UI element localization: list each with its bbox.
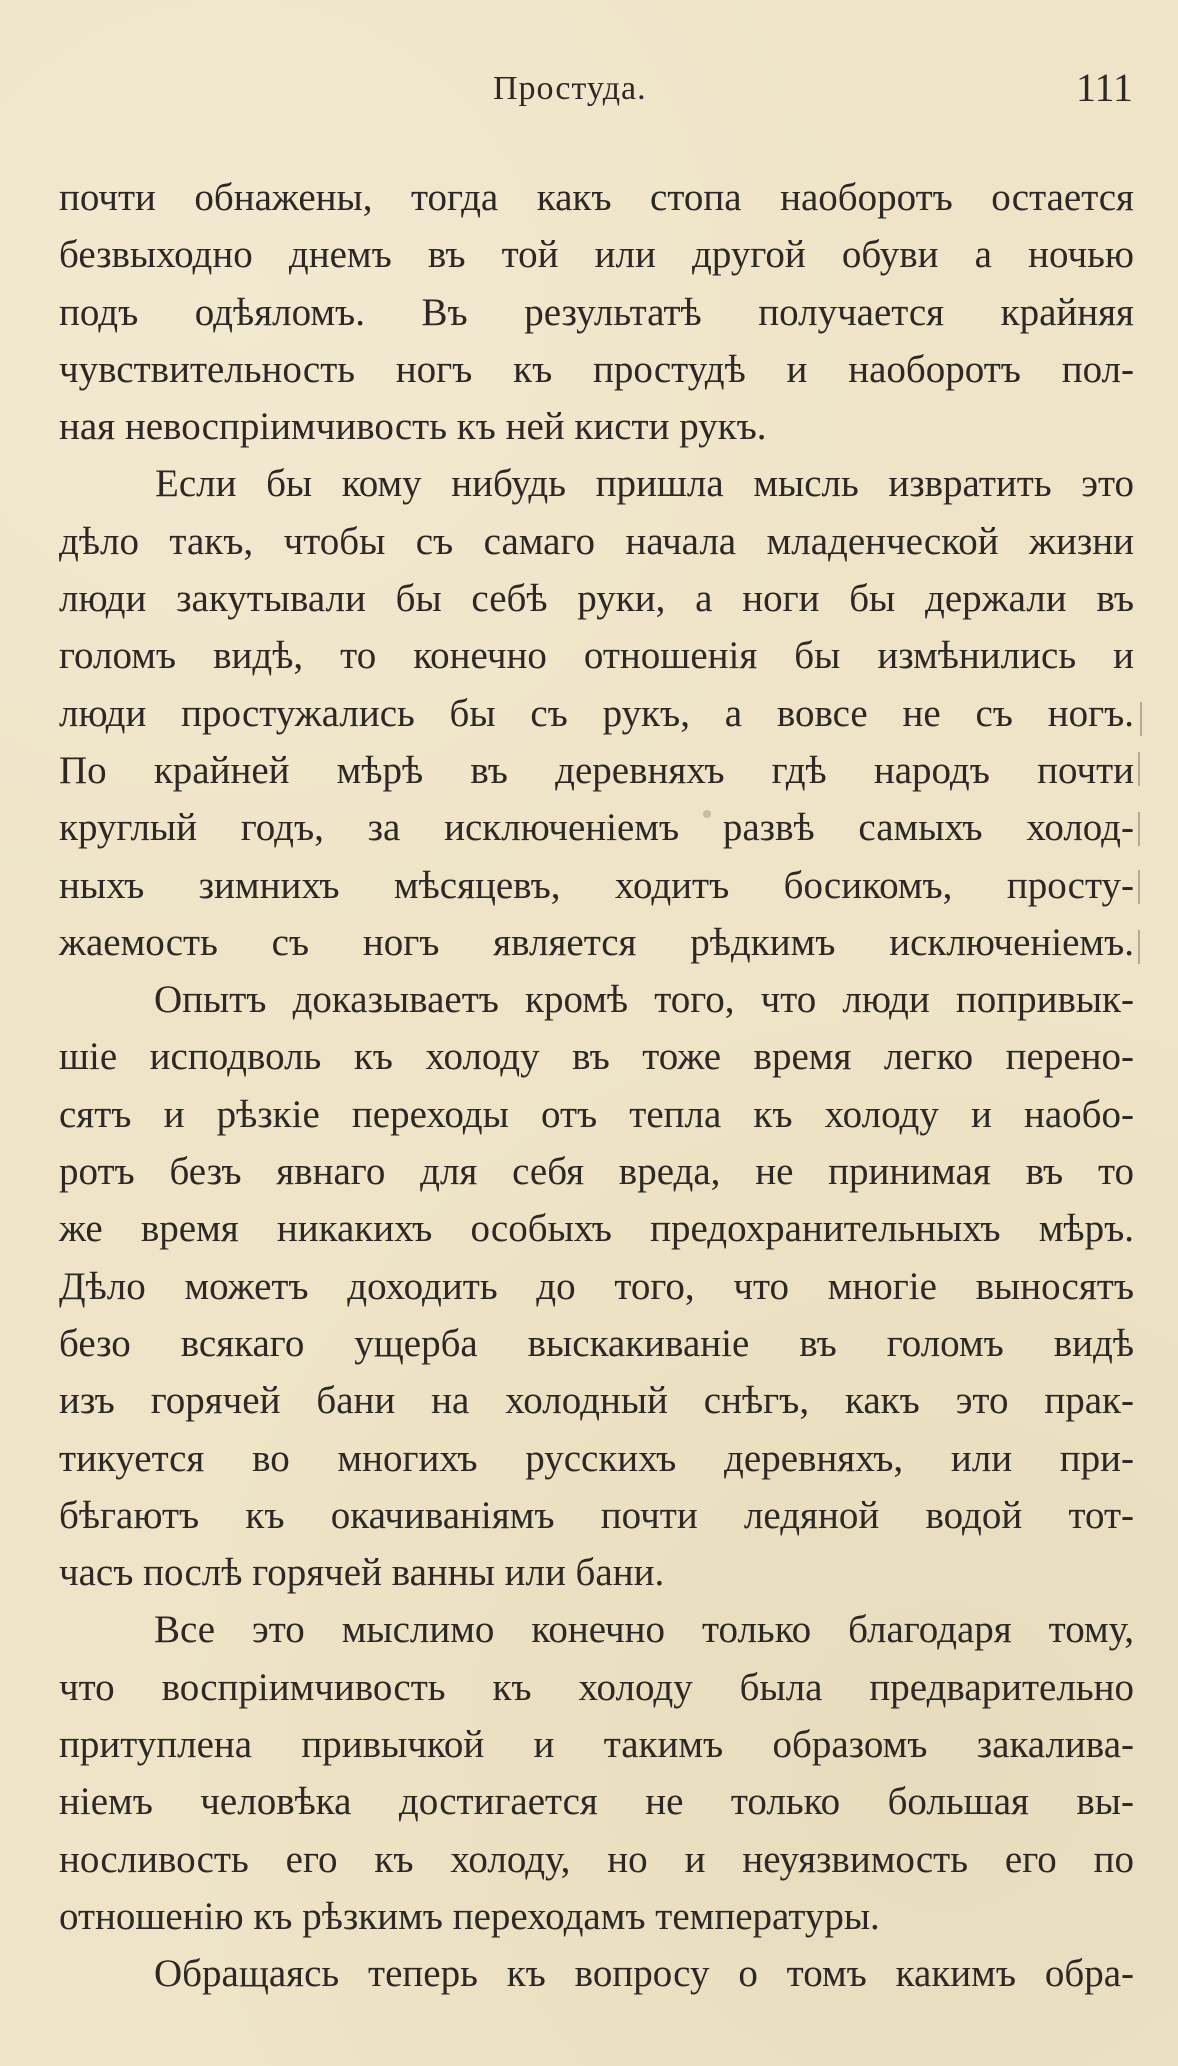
text-line: что воспріимчивость къ холоду была предварительно [59, 1665, 1134, 1709]
text-line: круглый годъ, за исключеніемъ развѣ самыхъ холод- [59, 806, 1134, 850]
text-line: же время никакихъ особыхъ предохранительныхъ мѣръ. [59, 1207, 1134, 1251]
text-line: сятъ и рѣзкіе переходы отъ тепла къ холоду и наобо- [59, 1092, 1134, 1136]
text-line: шіе исподволь къ холоду въ тоже время легко перено- [59, 1035, 1134, 1079]
text-line: голомъ видѣ, то конечно отношенія бы измѣнились и [59, 634, 1134, 678]
text-line: Дѣло можетъ доходить до того, что многіе выносятъ [59, 1264, 1134, 1308]
text-line: Если бы кому нибудь пришла мысль извратить это [155, 462, 1134, 506]
text-line: тикуется во многихъ русскихъ деревняхъ, или при- [59, 1436, 1134, 1480]
text-line: изъ горячей бани на холодный снѣгъ, какъ это прак- [59, 1379, 1134, 1423]
page-header [493, 64, 1133, 124]
page-edge-mark [1138, 930, 1140, 964]
text-line: притуплена привычкой и такимъ образомъ закалива- [59, 1723, 1134, 1767]
text-line: носливость его къ холоду, но и неуязвимость его по [59, 1837, 1134, 1881]
text-line: безвыходно днемъ въ той или другой обуви а ночью [59, 233, 1134, 277]
text-line: ніемъ человѣка достигается не только большая вы- [59, 1780, 1134, 1824]
text-line: Обращаясь теперь къ вопросу о томъ какимъ обра- [154, 1952, 1134, 1996]
text-line: Все это мыслимо конечно только благодаря тому, [154, 1608, 1134, 1652]
text-line: бѣгаютъ къ окачиваніямъ почти ледяной водой тот- [59, 1493, 1134, 1537]
text-line: жаемость съ ногъ является рѣдкимъ исключеніемъ. [59, 920, 1134, 964]
page-edge-mark [1138, 752, 1140, 786]
page-number: 111 [1075, 65, 1133, 110]
text-line: почти обнажены, тогда какъ стопа наоборотъ остается [59, 176, 1134, 219]
text-line: По крайней мѣрѣ въ деревняхъ гдѣ народъ почти [59, 748, 1134, 792]
text-line: ротъ безъ явнаго для себя вреда, не принимая въ то [59, 1150, 1134, 1194]
text-line: часъ послѣ горячей ванны или бани. [59, 1551, 665, 1595]
text-line: подъ одѣяломъ. Въ результатѣ получается крайняя [59, 290, 1134, 334]
page-edge-mark [1138, 812, 1140, 846]
text-line: люди закутывали бы себѣ руки, а ноги бы держали въ [59, 577, 1134, 621]
text-line: дѣло такъ, чтобы съ самаго начала младенческой жизни [59, 519, 1134, 563]
text-line: чувствительность ногъ къ простудѣ и наоборотъ пол- [59, 347, 1134, 391]
body-text [59, 169, 1134, 2029]
text-line: безо всякаго ущерба выскакиваніе въ голомъ видѣ [59, 1321, 1134, 1365]
text-line: ная невоспріимчивость къ ней кисти рукъ. [59, 405, 767, 449]
text-line: ныхъ зимнихъ мѣсяцевъ, ходитъ босикомъ, просту- [59, 863, 1134, 907]
text-line: люди простужались бы съ рукъ, а вовсе не съ ногъ. [59, 691, 1134, 735]
page-edge-mark [1140, 702, 1142, 736]
text-line: отношенію къ рѣзкимъ переходамъ температуры. [59, 1894, 880, 1938]
text-line: Опытъ доказываетъ кромѣ того, что люди попривык- [154, 978, 1134, 1022]
page-edge-mark [1138, 870, 1140, 904]
running-title: Простуда. [493, 70, 647, 107]
